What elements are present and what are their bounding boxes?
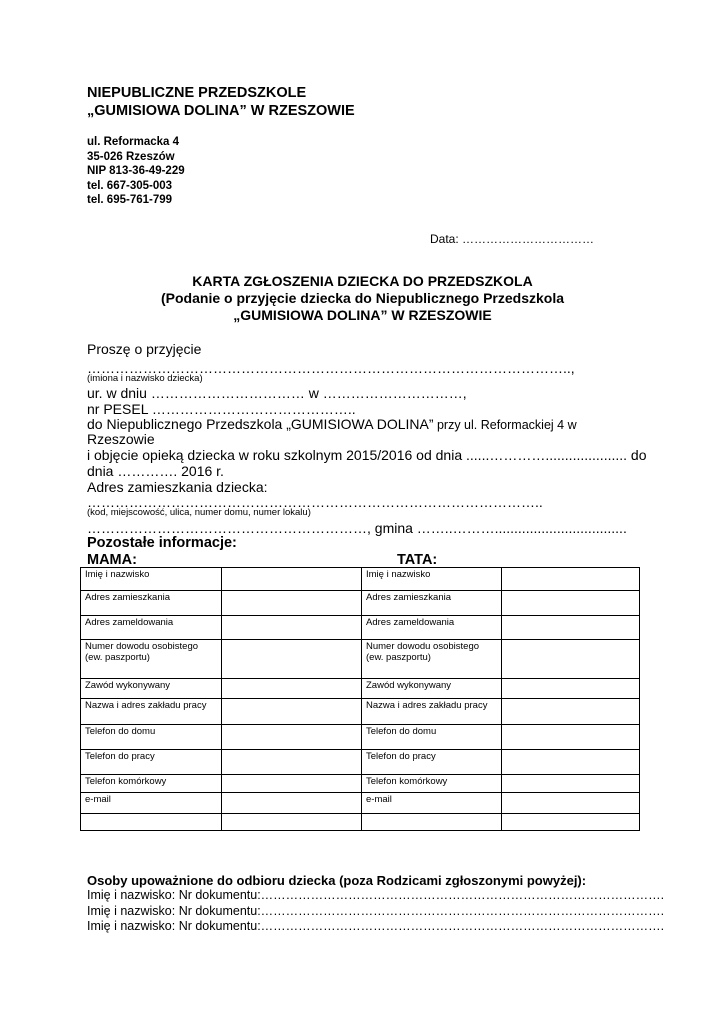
- city-line: Rzeszowie: [87, 431, 155, 447]
- date-field: Data: ……………………………: [430, 232, 595, 246]
- tata-label: TATA:: [397, 552, 438, 568]
- mama-field-value[interactable]: [222, 814, 362, 831]
- mama-field-label: Telefon do pracy: [81, 750, 222, 775]
- mama-field-label: Adres zameldowania: [81, 616, 222, 640]
- authorized-line-2: Imię i nazwisko: Nr dokumentu:…………………………………………………………………………………….: [87, 903, 665, 918]
- mama-field-value[interactable]: [222, 568, 362, 591]
- tata-field-value[interactable]: [502, 814, 640, 831]
- child-name-dots: …………………………………………………………………………………………..,: [87, 360, 575, 376]
- mama-field-label: Telefon komórkowy: [81, 775, 222, 793]
- school-line: [87, 416, 577, 433]
- child-name-hint: (imiona i nazwisko dziecka): [87, 373, 203, 384]
- table-row: [81, 793, 640, 814]
- mama-field-value[interactable]: [222, 775, 362, 793]
- form-title-line3: „GUMISIOWA DOLINA” W RZESZOWIE: [233, 307, 492, 323]
- school-name: [87, 84, 355, 120]
- tata-field-label: Numer dowodu osobistego (ew. paszportu): [362, 640, 502, 679]
- tata-field-value[interactable]: [502, 591, 640, 616]
- tata-field-value[interactable]: [502, 679, 640, 699]
- table-row: [81, 814, 640, 831]
- mama-field-label: e-mail: [81, 793, 222, 814]
- table-row: [81, 679, 640, 699]
- tata-field-label: e-mail: [362, 793, 502, 814]
- mama-field-label: Telefon do domu: [81, 725, 222, 750]
- day-line: dnia …………. 2016 r.: [87, 463, 224, 479]
- child-address-hint: (kod, miejscowość, ulica, numer domu, numer lokalu): [87, 507, 311, 518]
- tata-field-label: Adres zameldowania: [362, 616, 502, 640]
- tata-field-label: Imię i nazwisko: [362, 568, 502, 591]
- table-row: [81, 640, 640, 679]
- tata-field-value[interactable]: [502, 699, 640, 725]
- mama-field-value[interactable]: [222, 793, 362, 814]
- address-street: ul. Reformacka 4: [87, 136, 180, 148]
- table-row: [81, 591, 640, 616]
- authorized-line-3: Imię i nazwisko: Nr dokumentu:…………………………………………………………………………………….: [87, 919, 665, 933]
- tata-field-value[interactable]: [502, 616, 640, 640]
- form-title-line2: (Podanie o przyjęcie dziecka do Niepublicznego Przedszkola: [161, 290, 564, 306]
- mama-field-value[interactable]: [222, 640, 362, 679]
- school-line-street: przy ul. Reformackiej 4 w: [433, 418, 577, 432]
- gmina-line: ……………………………………………………, gmina ……..………..................................: [87, 520, 627, 536]
- tata-field-value[interactable]: [502, 640, 640, 679]
- table-row: [81, 750, 640, 775]
- form-title-line1: KARTA ZGŁOSZENIA DZIECKA DO PRZEDSZKOLA: [192, 273, 533, 289]
- tata-field-value[interactable]: [502, 750, 640, 775]
- parents-table: [80, 567, 640, 831]
- mama-field-value[interactable]: [222, 699, 362, 725]
- address-nip: NIP 813-36-49-229: [87, 165, 185, 177]
- mama-field-value[interactable]: [222, 591, 362, 616]
- authorized-lines: [87, 888, 664, 935]
- tata-field-label: Telefon do pracy: [362, 750, 502, 775]
- address-postcode: 35-026 Rzeszów: [87, 150, 175, 163]
- tata-field-label: Telefon komórkowy: [362, 775, 502, 793]
- mama-field-label: Imię i nazwisko: [81, 568, 222, 591]
- school-name-line2: „GUMISIOWA DOLINA” W RZESZOWIE: [87, 103, 355, 119]
- mama-field-value[interactable]: [222, 750, 362, 775]
- mama-label: MAMA:: [87, 552, 137, 568]
- address-phone-1: tel. 667-305-003: [87, 179, 173, 192]
- tata-field-value[interactable]: [502, 793, 640, 814]
- tata-field-label: Zawód wykonywany: [362, 679, 502, 699]
- authorized-line-1: Imię i nazwisko: Nr dokumentu:…………………………………………………………………………………….: [87, 888, 665, 902]
- authorized-heading: Osoby upoważnione do odbioru dziecka (poza Rodzicami zgłoszonymi powyżej):: [87, 873, 587, 888]
- table-row: [81, 775, 640, 793]
- tata-field-label: Adres zamieszkania: [362, 591, 502, 616]
- school-address: [87, 135, 185, 208]
- pesel-line: nr PESEL ……………………………………..: [87, 401, 356, 417]
- mama-field-label: [81, 814, 222, 831]
- other-info-heading: Pozostałe informacje:: [87, 535, 237, 551]
- table-row: [81, 568, 640, 591]
- mama-field-value[interactable]: [222, 725, 362, 750]
- mama-field-label: Zawód wykonywany: [81, 679, 222, 699]
- tata-field-label: Nazwa i adres zakładu pracy: [362, 699, 502, 725]
- intro-text: Proszę o przyjęcie: [87, 341, 202, 357]
- address-phone-2: tel. 695-761-799: [87, 194, 173, 206]
- form-title: [0, 273, 725, 324]
- tata-field-value[interactable]: [502, 775, 640, 793]
- school-line-main: do Niepublicznego Przedszkola „GUMISIOWA DOLINA”: [87, 416, 434, 432]
- tata-field-label: Telefon do domu: [362, 725, 502, 750]
- table-row: [81, 616, 640, 640]
- tata-field-value[interactable]: [502, 725, 640, 750]
- care-line: i objęcie opieką dziecka w roku szkolnym 2015/2016 od dnia ......…………..................... do: [87, 447, 647, 463]
- table-row: [81, 699, 640, 725]
- child-address-dots: ……………………………………………………………………………………..: [87, 494, 543, 510]
- mama-field-label: Numer dowodu osobistego (ew. paszportu): [81, 640, 222, 679]
- mama-field-label: Nazwa i adres zakładu pracy: [81, 699, 222, 725]
- tata-field-value[interactable]: [502, 568, 640, 591]
- mama-field-value[interactable]: [222, 616, 362, 640]
- tata-field-label: [362, 814, 502, 831]
- table-row: [81, 725, 640, 750]
- mama-field-label: Adres zamieszkania: [81, 591, 222, 616]
- school-name-line1: NIEPUBLICZNE PRZEDSZKOLE: [87, 85, 307, 101]
- birth-line: ur. w dniu …………………………… w …………………………,: [87, 385, 467, 401]
- mama-field-value[interactable]: [222, 679, 362, 699]
- child-address-label: Adres zamieszkania dziecka:: [87, 479, 268, 495]
